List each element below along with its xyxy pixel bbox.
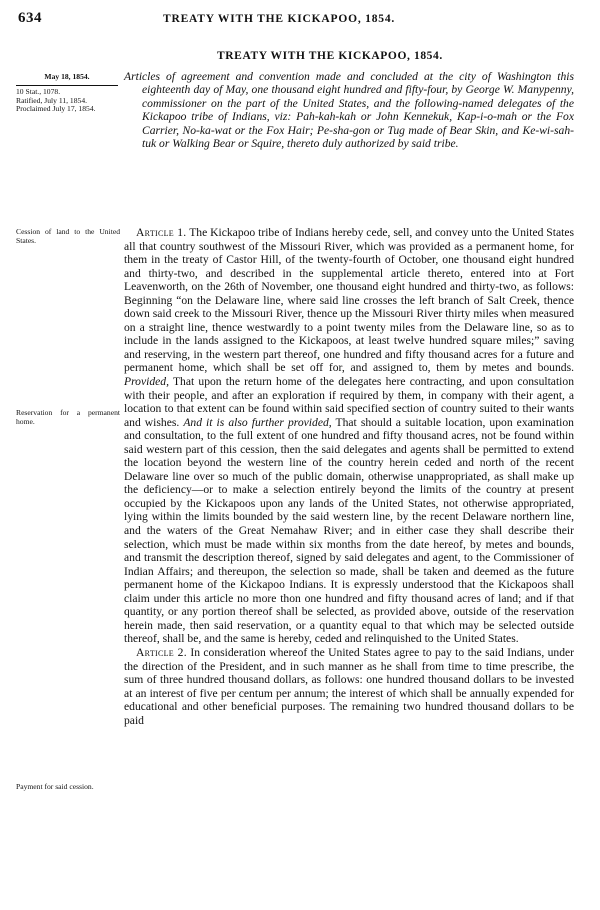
preamble-text: Articles of agreement and convention made and concluded at the city of Washington this eighteenth day of May, one thousand eight hundred and fifty-four, by George W. Manypenny, commissioner on the part of the United States, and the following-named delegates of the Kickapoo tribe of Indians, viz: Pah-kah-kah or John Kennekuk, Kap-i-o-mah or the Fox Carrier, No-ka-wat or the Fox Hair; Pe-sha-gon or Tug made of Bear Skin, and Ke-wi-sah-tuk or Walking Bear or Squire, thereto duly authorized by said tribe. bbox=[124, 70, 574, 151]
page-number: 634 bbox=[18, 10, 42, 26]
treaty-title: TREATY WITH THE KICKAPOO, 1854. bbox=[217, 50, 443, 62]
article-1-part-1: The Kickapoo tribe of Indians hereby cede, sell, and convey unto the United States all that country southwest of the Missouri River, which was provided as a permanent home, for them in the treaty of Castor Hill, of the twenty-fourth of October, one thousand eight hundred and thirty-two, and described in the supplemental article thereto, entered into at Fort Leavenworth, on the 26th of November, one thousand eight hundred and thirty-two, as follows: Beginning “on the Delaware line, where said line crosses the left branch of Salt Creek, thence down said creek to the Missouri River, thence up the Missouri River thirty miles when measured on a straight line, thence westwardly to a point twenty miles from the Delaware line, so as to include in the lands assigned to the Kickapoos, at least twelve hundred square miles;” saving and reserving, in the western part thereof, one hundred and fifty thousand acres for a future and permanent home, which shall be set off for, and assigned to, them by metes and bounds. bbox=[124, 226, 574, 375]
margin-note-reservation: Reservation for a permanent home. bbox=[16, 408, 120, 426]
article-1-label: Article 1. bbox=[136, 226, 187, 239]
article-1-part-2: That upon the return home of the delegates here contracting, and upon consultation with their people, and after an exploration if required by them, in company with their agent, a location to that extent can be found within said specified section of country suited to their wants and wishes. bbox=[124, 375, 574, 429]
margin-note-payment: Payment for said cession. bbox=[16, 782, 94, 791]
margin-stat-line: Ratified, July 11, 1854. bbox=[16, 95, 88, 105]
margin-stat-line: Proclaimed July 17, 1854. bbox=[16, 104, 96, 114]
article-2-label: Article 2. bbox=[136, 645, 187, 659]
article-2 bbox=[124, 646, 574, 727]
margin-note-date: May 18, 1854. bbox=[44, 72, 90, 81]
margin-note-cession: Cession of land to the United States. bbox=[16, 227, 120, 245]
margin-divider bbox=[16, 85, 118, 86]
proviso-2: And it is also further provided, bbox=[183, 415, 332, 429]
article-1-part-3: That should a suitable location, upon examination and consultation, to the full extent of one hundred and fifty thousand acres, not be found within said western part of this cession, then the said delegates and agents shall be permitted to extend the location beyond the western line of the country herein ceded and north of the recent Delaware line over so much of the public domain, otherwise unappropriated, as shall make up the deficiency—or to make a selection entirely beyond the limits of the country at present occupied by the Kickapoos upon any lands of the United States, not otherwise appropriated, lying within the limits bounded by the said western line, by the recent Delaware northern line, and the waters of the Great Nemahaw River; and in either case they shall describe their selection, which must be made within six months from the date hereof, by metes and bounds, and transmit the description thereof, signed by said delegates and agent, to the Commissioner of Indian Affairs; and thereupon, the selection so made, shall be taken and deemed as the future permanent home of the Kickapoo Indians. It is expressly understood that the Kickapoos shall claim under this article no more thon one hundred and fifty thousand acres of land; and if that quantity, or any portion thereof shall be selected, as provided above, outside of the reservation herein made, then said reservation, or a quantity equal to that which may be selected outside thereof, shall be, and the same is hereby, ceded and relinquished to the United States. bbox=[124, 415, 574, 646]
treaty-body bbox=[124, 226, 574, 727]
article-1 bbox=[124, 226, 574, 646]
margin-stat-line: 10 Stat., 1078. bbox=[16, 87, 61, 96]
running-head bbox=[18, 10, 573, 32]
margin-note-statute bbox=[16, 88, 122, 114]
proviso-1: Provided, bbox=[124, 375, 169, 389]
article-2-text: In consideration whereof the United States agree to pay to the said Indians, under the direction of the President, and in such manner as he shall from time to time prescribe, the sum of three hundred thousand dollars, as follows: one hundred thousand dollars to be invested at an interest of five per centum per annum; the interest of which shall be annually expended for educational and other beneficial purposes. The remaining two hundred thousand dollars to be paid bbox=[124, 645, 574, 727]
running-title: TREATY WITH THE KICKAPOO, 1854. bbox=[163, 13, 396, 25]
preamble bbox=[124, 70, 574, 150]
